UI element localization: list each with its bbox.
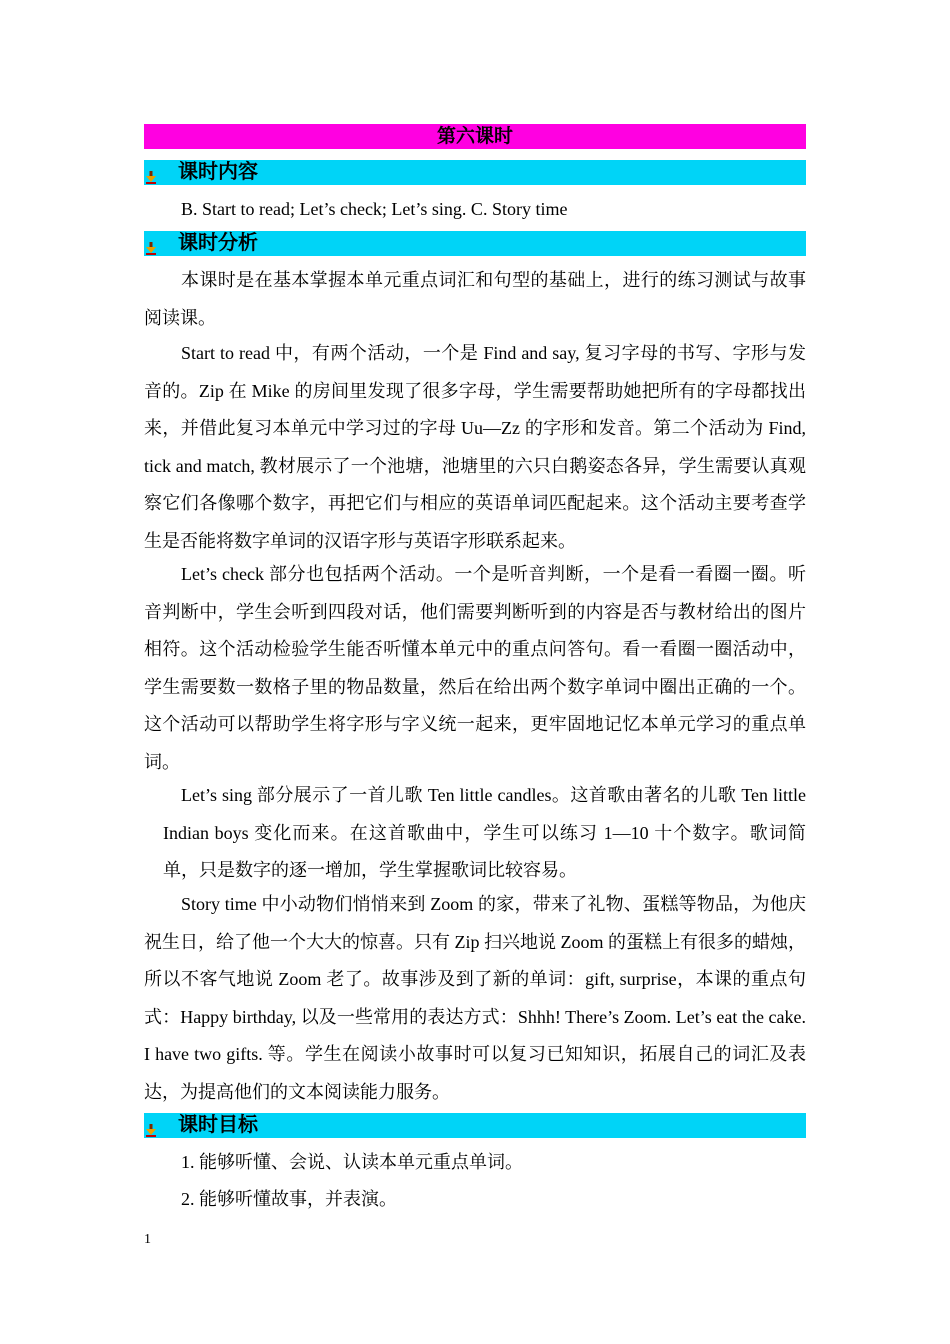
lesson-title: 第六课时 — [144, 124, 806, 149]
section-heading-label: 课时目标 — [178, 1114, 258, 1136]
section-heading-label: 课时内容 — [178, 161, 258, 183]
section-heading-goals — [144, 1113, 806, 1138]
section-heading-label: 课时分析 — [178, 232, 258, 254]
goal-item: 1. 能够听懂、会说、认读本单元重点单词。 — [181, 1152, 523, 1172]
download-arrow-icon — [146, 166, 156, 179]
section-heading-analysis — [144, 231, 806, 256]
analysis-paragraph: Start to read 中，有两个活动，一个是 Find and say, 复习字母的书写、字形与发音的。Zip 在 Mike 的房间里发现了很多字母，学生需要帮助她把所有的字母都找出来，并借此复习本单元中学习过的字母 Uu—Zz 的字形和发音。第二个活动为 Find, tick and match, 教材展示了一个池塘，池塘里的六只白鹅姿态各异，学生需要认真观察它们各像哪个数字，再把它们与相应的英语单词匹配起来。这个活动主要考查学生是否能将数字单词的汉语字形与英语字形联系起来。 — [144, 343, 806, 551]
analysis-paragraph: Story time 中小动物们悄悄来到 Zoom 的家，带来了礼物、蛋糕等物品，为他庆祝生日，给了他一个大大的惊喜。只有 Zip 扫兴地说 Zoom 的蛋糕上有很多的蜡烛，所以不客气地说 Zoom 老了。故事涉及到了新的单词：gift, surprise，本课的重点句式：Happy birthday, 以及一些常用的表达方式：Shhh! There’s Zoom. Let’s eat the cake. I have two gifts. 等。学生在阅读小故事时可以复习已知知识，拓展自己的词汇及表达，为提高他们的文本阅读能力服务。 — [144, 894, 806, 1102]
analysis-paragraph: Let’s sing 部分展示了一首儿歌 Ten little candles。这首歌由著名的儿歌 Ten little Indian boys 变化而来。在这首歌曲中，学生可以练习 1—10 十个数字。歌词简单，只是数字的逐一增加，学生掌握歌词比较容易。 — [163, 785, 806, 880]
analysis-paragraph: 本课时是在基本掌握本单元重点词汇和句型的基础上，进行的练习测试与故事阅读课。 — [144, 270, 806, 328]
download-arrow-icon — [146, 1119, 156, 1132]
analysis-paragraph: Let’s check 部分也包括两个活动。一个是听音判断，一个是看一看圈一圈。听音判断中，学生会听到四段对话，他们需要判断听到的内容是否与教材给出的图片相符。这个活动检验学生能否听懂本单元中的重点问答句。看一看圈一圈活动中，学生需要数一数格子里的物品数量，然后在给出两个数字单词中圈出正确的一个。这个活动可以帮助学生将字形与字义统一起来，更牢固地记忆本单元学习的重点单词。 — [144, 564, 806, 772]
page-number: 1 — [144, 1232, 151, 1247]
download-arrow-icon — [146, 237, 156, 250]
section-heading-content — [144, 160, 806, 185]
goal-item: 2. 能够听懂故事，并表演。 — [181, 1189, 397, 1209]
content-text: B. Start to read; Let’s check; Let’s sing. C. Story time — [181, 199, 568, 219]
